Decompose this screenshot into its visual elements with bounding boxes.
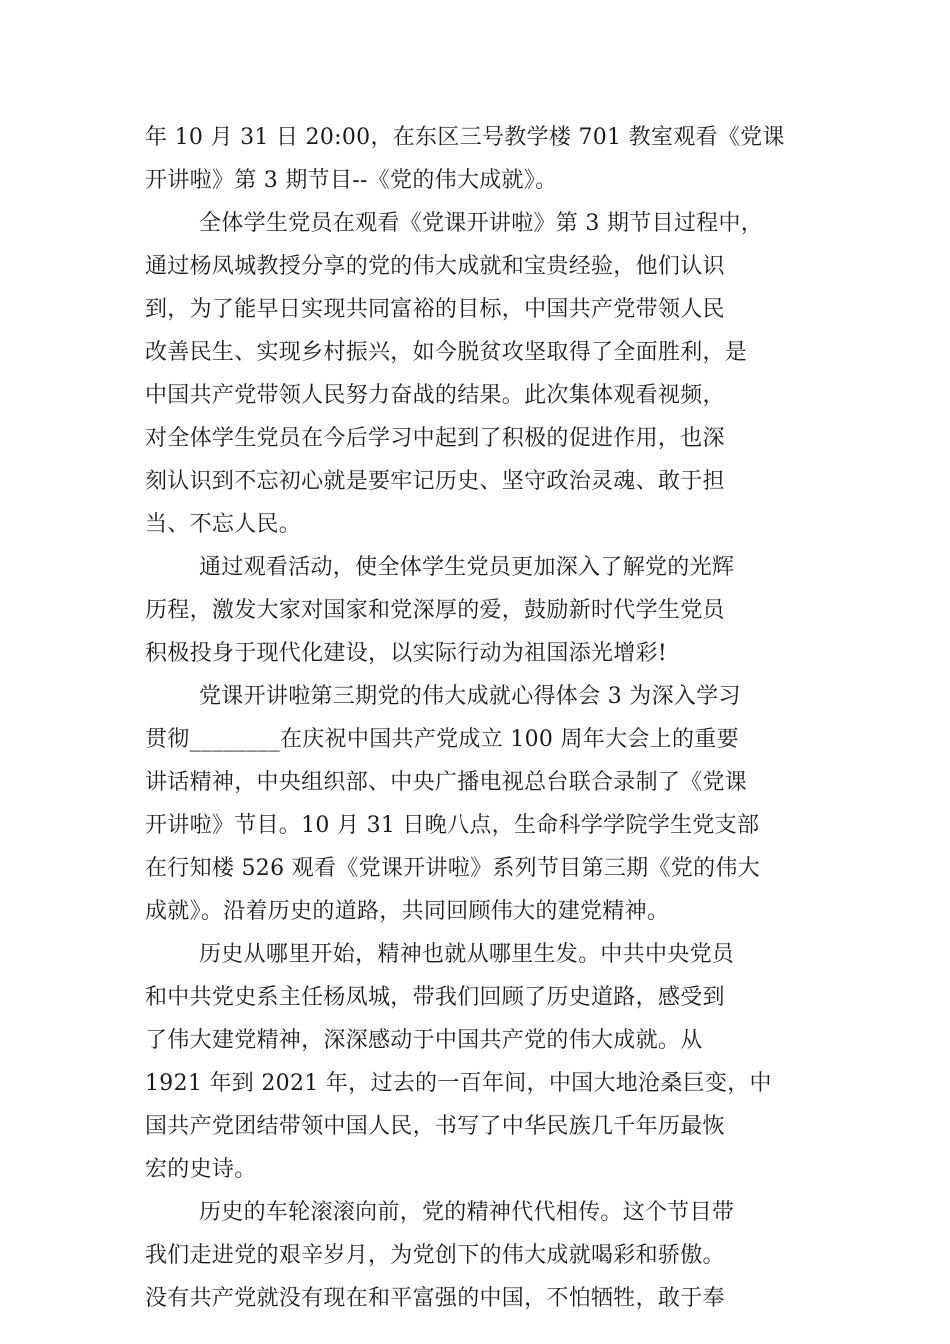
document-page: [145, 116, 805, 1320]
text-line: 通过杨凤城教授分享的党的伟大成就和宝贵经验，他们认识: [145, 254, 725, 279]
text-line: 开讲啦》第 3 期节目--《党的伟大成就》。: [145, 168, 558, 193]
text-line: 对全体学生党员在今后学习中起到了积极的促进作用，也深: [145, 426, 725, 451]
text-line: 历史的车轮滚滚向前，党的精神代代相传。这个节目带: [199, 1200, 735, 1225]
text-line: 全体学生党员在观看《党课开讲啦》第 3 期节目过程中，: [199, 211, 764, 236]
text-line: 当、不忘人民。: [145, 512, 302, 537]
text-line: 开讲啦》节目。10 月 31 日晚八点，生命科学学院学生党支部: [145, 813, 760, 838]
text-line: 了伟大建党精神，深深感动于中国共产党的伟大成就。从: [145, 1028, 703, 1053]
text-line: 宏的史诗。: [145, 1157, 257, 1182]
text-line: 国共产党团结带领中国人民，书写了中华民族几千年历最恢: [145, 1114, 725, 1139]
text-line: 1921 年到 2021 年，过去的一百年间，中国大地沧桑巨变，中: [145, 1071, 772, 1096]
text-line: 历程，激发大家对国家和党深厚的爱，鼓励新时代学生党员: [145, 598, 725, 623]
text-line: 刻认识到不忘初心就是要牢记历史、坚守政治灵魂、敢于担: [145, 469, 725, 494]
paragraph: [145, 116, 805, 202]
text-line: 讲话精神，中央组织部、中央广播电视总台联合录制了《党课: [145, 770, 748, 795]
text-line: 贯彻________在庆祝中国共产党成立 100 周年大会上的重要: [145, 727, 739, 752]
text-line: 通过观看活动，使全体学生党员更加深入了解党的光辉: [199, 555, 735, 580]
text-line: 历史从哪里开始，精神也就从哪里生发。中共中央党员: [199, 942, 735, 967]
text-line: 成就》。沿着历史的道路，共同回顾伟大的建党精神。: [145, 899, 670, 924]
text-line: 在行知楼 526 观看《党课开讲啦》系列节目第三期《党的伟大: [145, 856, 760, 881]
text-line: 党课开讲啦第三期党的伟大成就心得体会 3 为深入学习: [199, 684, 741, 709]
text-line: 和中共党史系主任杨凤城，带我们回顾了历史道路，感受到: [145, 985, 725, 1010]
text-line: 没有共产党就没有现在和平富强的中国，不怕牺牲，敢于奉: [145, 1286, 725, 1311]
text-line: 改善民生、实现乡村振兴，如今脱贫攻坚取得了全面胜利，是: [145, 340, 748, 365]
paragraph: [145, 202, 805, 546]
paragraph: [145, 1191, 805, 1320]
text-line: 我们走进党的艰辛岁月，为党创下的伟大成就喝彩和骄傲。: [145, 1243, 725, 1268]
text-line: 到，为了能早日实现共同富裕的目标，中国共产党带领人民: [145, 297, 725, 322]
text-line: 年 10 月 31 日 20:00，在东区三号教学楼 701 教室观看《党课: [145, 125, 785, 150]
paragraph: [145, 546, 805, 675]
paragraph: [145, 675, 805, 933]
text-line: 积极投身于现代化建设，以实际行动为祖国添光增彩!: [145, 641, 668, 666]
text-line: 中国共产党带领人民努力奋战的结果。此次集体观看视频，: [145, 383, 725, 408]
paragraph: [145, 933, 805, 1191]
